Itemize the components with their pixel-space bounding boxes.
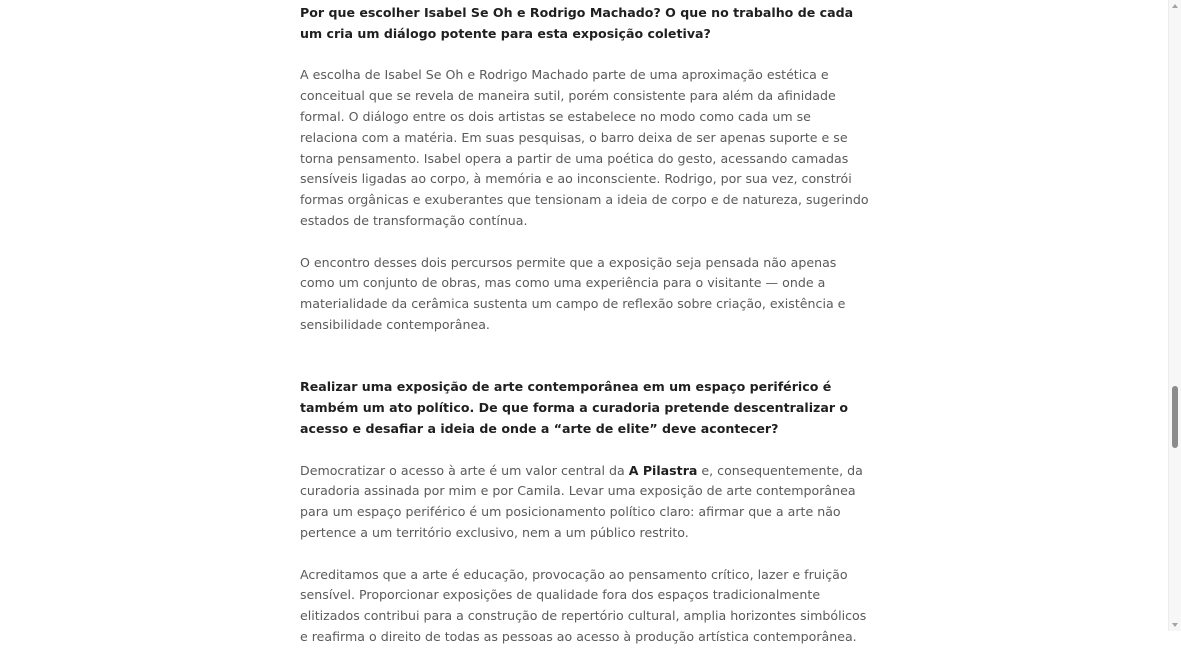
answer-2-paragraph-2: Acreditamos que a arte é educação, provocação ao pensamento crítico, lazer e fruição sensível. Proporcionar exposições de qualidade fora dos espaços tradicionalmente elitizados contribui para a construção de repertório cultural, amplia horizontes simbólicos e reafirma o direito de todas as pessoas ao acesso à produção artística contemporânea. bbox=[300, 566, 867, 644]
answer-1-paragraph-2: O encontro desses dois percursos permite que a exposição seja pensada não apenas como um conjunto de obras, mas como uma experiência para o visitante — onde a materialidade da cerâmica sustenta um campo de reflexão sobre criação, existência e sensibilidade contemporânea. bbox=[300, 254, 846, 332]
scroll-up-arrow-icon[interactable] bbox=[1172, 4, 1178, 8]
answer-2-text-before: Democratizar o acesso à arte é um valor central da bbox=[300, 462, 629, 478]
interview-question-1: Por que escolher Isabel Se Oh e Rodrigo Machado? O que no trabalho de cada um cria um diálogo potente para esta exposição coletiva? bbox=[300, 5, 854, 41]
article-body bbox=[300, 3, 872, 648]
answer-2-text-after: e, consequentemente, da curadoria assinada por mim e por Camila. Levar uma exposição de arte contemporânea para um espaço periférico é um posicionamento político claro: afirmar que a arte não pertence a um território exclusivo, nem a um público restrito. bbox=[300, 462, 863, 540]
interview-question-2: Realizar uma exposição de arte contemporânea em um espaço periférico é também um ato político. De que forma a curadoria pretende descentralizar o acesso e desafiar a ideia de onde a “arte de elite” deve acontecer? bbox=[300, 379, 849, 436]
scroll-down-arrow-icon[interactable] bbox=[1172, 623, 1178, 627]
answer-2-paragraph-1 bbox=[300, 461, 872, 544]
answer-1-paragraph-1: A escolha de Isabel Se Oh e Rodrigo Machado parte de uma aproximação estética e conceitual que se revela de maneira sutil, porém consistente para além da afinidade formal. O diálogo entre os dois artistas se estabelece no modo como cada um se relaciona com a matéria. Em suas pesquisas, o barro deixa de ser apenas suporte e se torna pensamento. Isabel opera a partir de uma poética do gesto, acessando camadas sensíveis ligadas ao corpo, à memória e ao inconsciente. Rodrigo, por sua vez, constrói formas orgânicas e exuberantes que tensionam a ideia de corpo e de natureza, sugerindo estados de transformação contínua. bbox=[300, 67, 869, 228]
scrollbar-thumb[interactable] bbox=[1172, 386, 1178, 448]
vertical-scrollbar[interactable] bbox=[1168, 0, 1181, 631]
a-pilastra-name: A Pilastra bbox=[628, 462, 698, 478]
